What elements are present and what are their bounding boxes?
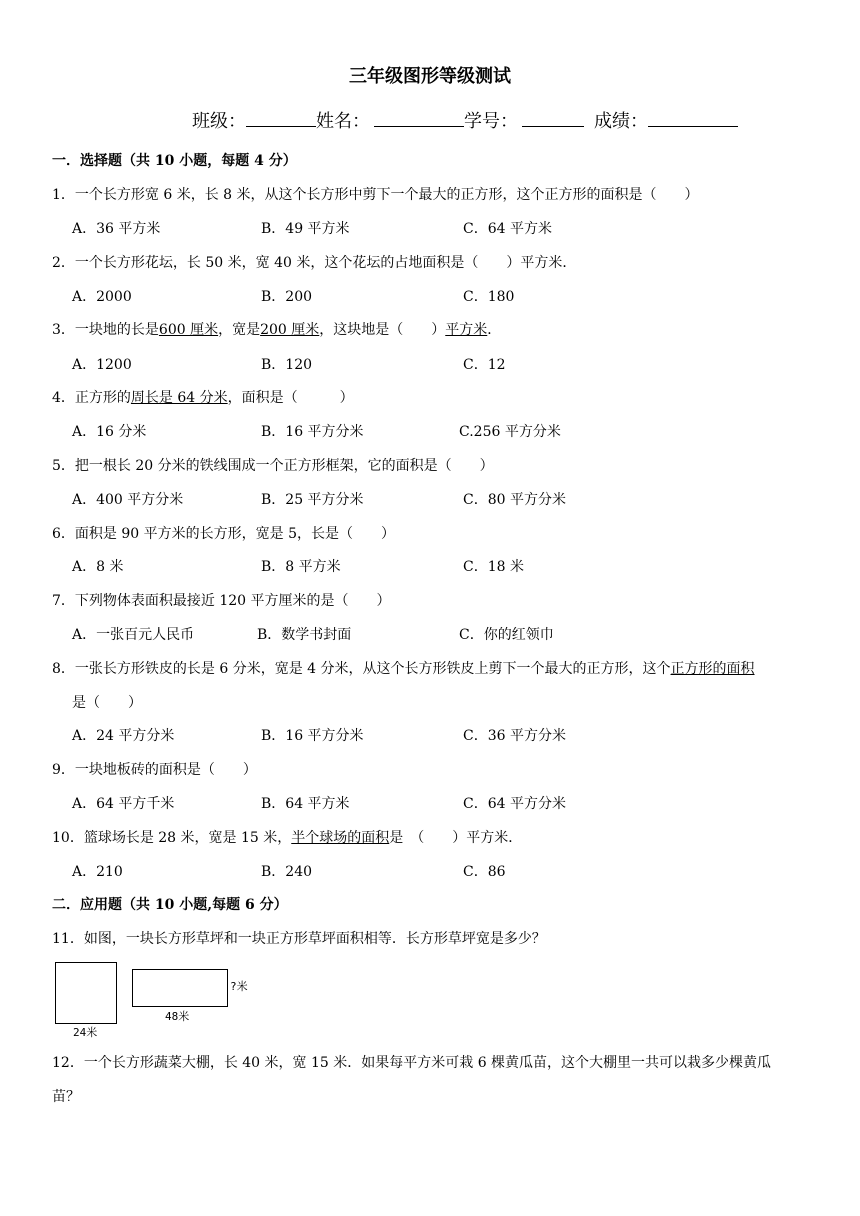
q4-option-c[interactable]: C.256 平方分米 (459, 424, 561, 440)
q10-part1: 10．篮球场长是 28 米，宽是 15 米， (52, 830, 292, 846)
q4-underline-perimeter: 周长是 64 分米 (130, 390, 228, 406)
question-8-line2: 是（ ） (72, 695, 142, 711)
q8-option-c[interactable]: C．36 平方分米 (463, 728, 566, 744)
q4-part1: 4．正方形的 (52, 390, 131, 406)
q3-option-b[interactable]: B．120 (261, 357, 313, 373)
q3-part1: 3．一块地的长是 (52, 322, 159, 338)
question-1: 1．一个长方形宽 6 米，长 8 米，从这个长方形中剪下一个最大的正方形，这个正方形的面积是（ ） (52, 187, 699, 203)
score-blank[interactable] (648, 110, 738, 127)
q5-option-a[interactable]: A．400 平方分米 (72, 492, 184, 508)
q3-underline-unit: 平方米 (445, 322, 488, 338)
q9-option-b[interactable]: B．64 平方米 (261, 796, 350, 812)
question-2: 2．一个长方形花坛，长 50 米，宽 40 米，这个花坛的占地面积是（ ）平方米． (52, 255, 577, 271)
q8-underline-square-area: 正方形的面积 (670, 661, 755, 677)
question-12-line2: 苗？ (52, 1089, 80, 1105)
rectangle-width-label: ?米 (230, 980, 248, 993)
question-4 (52, 387, 354, 407)
q10-underline-half-court: 半个球场的面积 (291, 830, 390, 846)
q7-option-b[interactable]: B．数学书封面 (257, 627, 352, 643)
q4-part2: ，面积是（ ） (227, 390, 354, 406)
rectangle-lawn-shape (132, 969, 228, 1007)
id-blank[interactable] (522, 110, 584, 127)
square-lawn-shape (55, 962, 117, 1024)
rectangle-length-label: 48米 (165, 1010, 190, 1023)
q8-part1: 8．一张长方形铁皮的长是 6 分米，宽是 4 分米，从这个长方形铁皮上剪下一个最大的正方形，这个 (52, 661, 671, 677)
question-6: 6．面积是 90 平方米的长方形，宽是 5，长是（ ） (52, 526, 395, 542)
q3-underline-length: 600 厘米 (158, 322, 219, 338)
q1-option-b[interactable]: B．49 平方米 (261, 221, 350, 237)
name-label: 姓名： (316, 111, 370, 132)
q1-option-a[interactable]: A．36 平方米 (72, 221, 161, 237)
q7-option-c[interactable]: C．你的红领巾 (459, 627, 554, 643)
section-1-heading: 一．选择题（共 10 小题，每题 4 分） (52, 153, 297, 169)
q3-part3: ，这块地是（ ） (319, 322, 446, 338)
q4-option-a[interactable]: A．16 分米 (72, 424, 147, 440)
q10-option-c[interactable]: C．86 (463, 864, 506, 880)
q8-option-b[interactable]: B．16 平方分米 (261, 728, 364, 744)
square-side-label: 24米 (73, 1026, 98, 1039)
q3-option-a[interactable]: A．1200 (72, 357, 132, 373)
q7-option-a[interactable]: A．一张百元人民币 (72, 627, 195, 643)
page-title: 三年级图形等级测试 (349, 66, 511, 87)
q2-option-c[interactable]: C．180 (463, 289, 515, 305)
id-label: 学号： (464, 111, 518, 132)
question-7: 7．下列物体表面积最接近 120 平方厘米的是（ ） (52, 593, 391, 609)
q9-option-a[interactable]: A．64 平方千米 (72, 796, 175, 812)
q8-option-a[interactable]: A．24 平方分米 (72, 728, 175, 744)
q9-option-c[interactable]: C．64 平方分米 (463, 796, 566, 812)
q10-part2: 是 （ ）平方米． (389, 830, 523, 846)
q6-option-b[interactable]: B．8 平方米 (261, 559, 341, 575)
question-8 (52, 658, 755, 678)
q2-option-b[interactable]: B．200 (261, 289, 313, 305)
question-5: 5．把一根长 20 分米的铁线围成一个正方形框架，它的面积是（ ） (52, 458, 494, 474)
class-label: 班级： (192, 111, 246, 132)
section-2-heading: 二．应用题（共 10 小题,每题 6 分） (52, 897, 288, 913)
question-10 (52, 827, 522, 847)
question-9: 9．一块地板砖的面积是（ ） (52, 762, 257, 778)
q3-part2: ，宽是 (218, 322, 261, 338)
q3-underline-width: 200 厘米 (260, 322, 320, 338)
name-blank[interactable] (374, 110, 464, 127)
q1-option-c[interactable]: C．64 平方米 (463, 221, 552, 237)
question-3 (52, 319, 501, 339)
student-info-row (192, 107, 738, 133)
question-12: 12．一个长方形蔬菜大棚，长 40 米，宽 15 米．如果每平方米可栽 6 棵黄瓜苗，这个大棚里一共可以栽多少棵黄瓜 (52, 1055, 772, 1071)
q6-option-c[interactable]: C．18 米 (463, 559, 524, 575)
q3-part4: ． (487, 322, 502, 338)
q5-option-c[interactable]: C．80 平方分米 (463, 492, 566, 508)
class-blank[interactable] (246, 110, 316, 127)
score-label: 成绩： (594, 111, 648, 132)
q5-option-b[interactable]: B．25 平方分米 (261, 492, 364, 508)
q6-option-a[interactable]: A．8 米 (72, 559, 124, 575)
q3-option-c[interactable]: C．12 (463, 357, 506, 373)
q10-option-b[interactable]: B．240 (261, 864, 313, 880)
q10-option-a[interactable]: A．210 (72, 864, 123, 880)
q2-option-a[interactable]: A．2000 (72, 289, 132, 305)
question-11: 11．如图，一块长方形草坪和一块正方形草坪面积相等．长方形草坪宽是多少？ (52, 931, 546, 947)
q4-option-b[interactable]: B．16 平方分米 (261, 424, 364, 440)
